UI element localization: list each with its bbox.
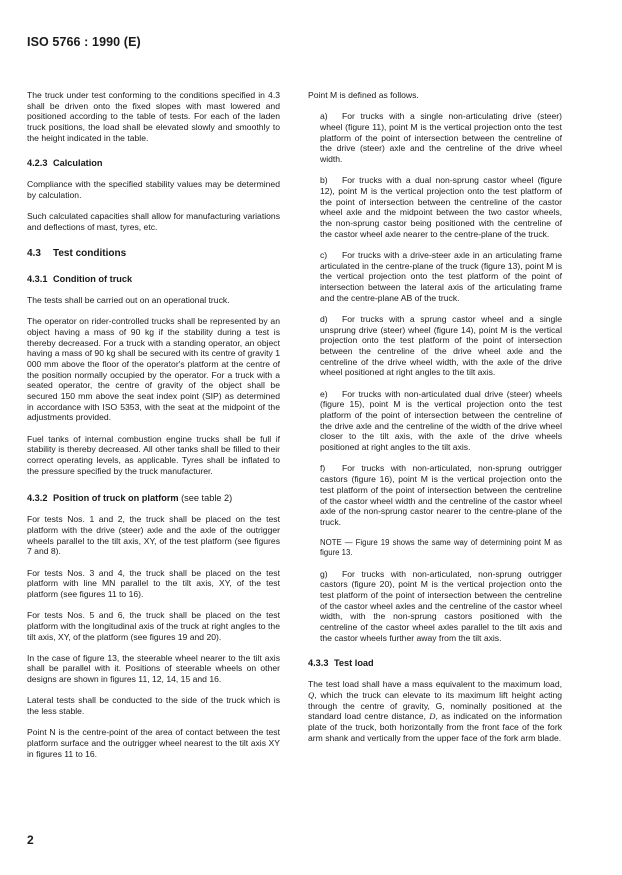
paragraph: The tests shall be carried out on an operational truck.	[27, 294, 230, 305]
paragraph: Fuel tanks of internal combustion engine trucks shall be full if stability is thereby decreased. All other tanks shall be filled to their correct operating levels, as applicable. Tyres shall be inflated to the pressure specified by the truck manufacturer.	[27, 433, 280, 476]
item-label: b)	[320, 175, 328, 186]
item-text: For trucks with non-articulated, non-sprung outrigger castors (figure 20), point M is the vertical projection onto the test platform of the point of intersection between the centreline of the castor wheel axles and the centreline of the castor wheel width, with the non-sprung castors positioned with the centreline of the castor wheel axles parallel to the tilt axis and the castor wheels further away from the tilt axis.	[320, 568, 562, 643]
section-number: 4.3	[27, 248, 41, 260]
text-run: The test load shall have a mass equivalent to the maximum load,	[308, 679, 562, 690]
right-column	[308, 90, 562, 754]
item-label: c)	[320, 249, 328, 260]
heading-4-3-1	[27, 274, 280, 285]
item-label: e)	[320, 388, 328, 399]
section-number: 4.3.2	[27, 492, 48, 503]
paragraph: Such calculated capacities shall allow for manufacturing variations and deflections of mast, tyres, etc.	[27, 211, 280, 232]
page-number: 2	[27, 833, 34, 847]
list-item-e	[320, 389, 562, 453]
item-text: For trucks with a dual non-sprung castor wheel (figure 12), point M is the vertical projection onto the test platform of the point of intersection between the centreline of the castor wheel axle and the midpoint between the two castor wheels, the non-sprung castor being positioned with the centreline of the castor wheel axle nearer to the centre-plane of the truck.	[320, 175, 562, 239]
item-text: For trucks with non-articulated dual drive (steer) wheels (figure 15), point M is the vertical projection onto the test platform of the point of intersection between the centreline of the drive axle and the centreline of the width of the drive wheel closer to the tilt axis, with the axle of the drive wheels positioned at right angles to the tilt axis.	[320, 388, 562, 453]
paragraph: For tests Nos. 3 and 4, the truck shall be placed on the test platform with line MN parallel to the tilt axis, XY, of the test platform (see figures 11 to 16).	[27, 567, 280, 599]
paragraph: The operator on rider-controlled trucks shall be represented by an object having a mass of 90 kg if the stability during a test is thereby decreased. For a truck with a standing operator, an object having a mass of 90 kg shall be secured with its centre of gravity 1 000 mm above the floor of the operator's platform at the centre of the position normally occupied by the operator. For a truck with a seated operator, the centre of gravity of the object shall be secured 150 mm above the seat index point (SIP) as determined in accordance with ISO 5353, with the seat at the midpoint of the adjustments provided.	[27, 316, 280, 423]
item-label: a)	[320, 111, 328, 122]
section-number: 4.3.3	[308, 658, 329, 669]
symbol-q: Q	[308, 689, 315, 700]
section-title: Calculation	[53, 158, 103, 169]
paragraph: Lateral tests shall be conducted to the side of the truck which is the less stable.	[27, 695, 280, 717]
paragraph	[308, 679, 562, 743]
heading-4-3	[27, 249, 280, 260]
text-run: , which the truck can elevate to its maximum lift height acting through the centre of gravity, G, nominally positioned at the standard load centre distance,	[308, 689, 562, 722]
section-title-suffix: (see table 2)	[181, 492, 233, 503]
item-text: For trucks with non-articulated, non-sprung outrigger castors (figure 16), point M is the vertical projection onto the test platform of the point of intersection between the centreline of the castor wheel width and the centreline of the castor wheel axle of the non-sprung castor nearer to the centre-plane of the truck.	[320, 463, 562, 527]
note: NOTE — Figure 19 shows the same way of determining point M as figure 13.	[320, 538, 562, 558]
list-item-g	[320, 569, 562, 644]
intro-paragraph: The truck under test conforming to the conditions specified in 4.3 shall be driven onto the fixed slopes with mast lowered and positioned according to the table of tests. For each of the laden truck positions, the load shall be elevated slowly and smoothly to the height indicated in the table.	[27, 90, 280, 143]
list-item-b	[320, 175, 562, 239]
item-text: For trucks with a single non-articulating drive (steer) wheel (figure 11), point M is the vertical projection onto the test platform of the point of intersection between the centreline of the drive (steer) axle and the centreline of the drive wheel width.	[320, 111, 562, 165]
paragraph: For tests Nos. 5 and 6, the truck shall be placed on the test platform with the longitudinal axis of the truck at right angles to the tilt axis, XY, of the platform (see figures 19 and 20).	[27, 610, 280, 642]
section-title: Condition of truck	[53, 273, 133, 284]
heading-4-3-2	[27, 493, 280, 504]
list-item-f	[320, 463, 562, 527]
item-label: f)	[320, 463, 326, 474]
section-title: Test conditions	[53, 248, 127, 260]
item-label: d)	[320, 313, 328, 324]
heading-4-2-3	[27, 158, 280, 169]
item-text: For trucks with a drive-steer axle in an articulating frame articulated in the centre-plane of the truck (figure 13), point M is the vertical projection onto the test platform of the point of intersection between the lateral axis of the articulating frame and the centre-plane AB of the truck.	[320, 249, 562, 303]
paragraph: Point M is defined as follows.	[308, 90, 419, 100]
paragraph: In the case of figure 13, the steerable wheel nearer to the tilt axis shall be parallel with it. Positions of steerable wheels on other designs are shown in figures 11, 12, 14, 15 and 16.	[27, 652, 280, 685]
section-title: Test load	[334, 658, 374, 669]
paragraph: For tests Nos. 1 and 2, the truck shall be placed on the test platform with the drive (steer) axle and the axle of the outrigger wheels parallel to the tilt axis, XY, of the test platform (see figures 7 and 8).	[27, 514, 280, 557]
symbol-d: D	[429, 711, 436, 722]
list-item-c	[320, 250, 562, 304]
left-column	[27, 90, 280, 770]
paragraph: Point N is the centre-point of the area of contact between the test platform surface and the outrigger wheel nearest to the tilt axis XY in figures 11 to 16.	[27, 727, 280, 759]
paragraph: Compliance with the specified stability values may be determined by calculation.	[27, 179, 280, 200]
item-text: For trucks with a sprung castor wheel and a single unsprung drive (steer) wheel (figure 14), point M is the vertical projection onto the test platform of the point of intersection between the centreline of the drive wheel axle and the centreline of the drive wheel width, with the axle of the drive wheel positioned at right angles to the tilt axis.	[320, 313, 562, 378]
list-item-d	[320, 314, 562, 378]
text-run: , as indicated on the information plate of the truck, both horizontally from the front face of the fork arm shank and vertically from the upper face of the fork arm blade.	[308, 711, 562, 743]
section-title: Position of truck on platform	[53, 492, 179, 503]
document-header: ISO 5766 : 1990 (E)	[27, 35, 141, 49]
section-number: 4.2.3	[27, 158, 48, 169]
item-label: g)	[320, 568, 328, 579]
heading-4-3-3	[308, 658, 562, 669]
list-item-a	[320, 111, 562, 165]
section-number: 4.3.1	[27, 273, 48, 284]
